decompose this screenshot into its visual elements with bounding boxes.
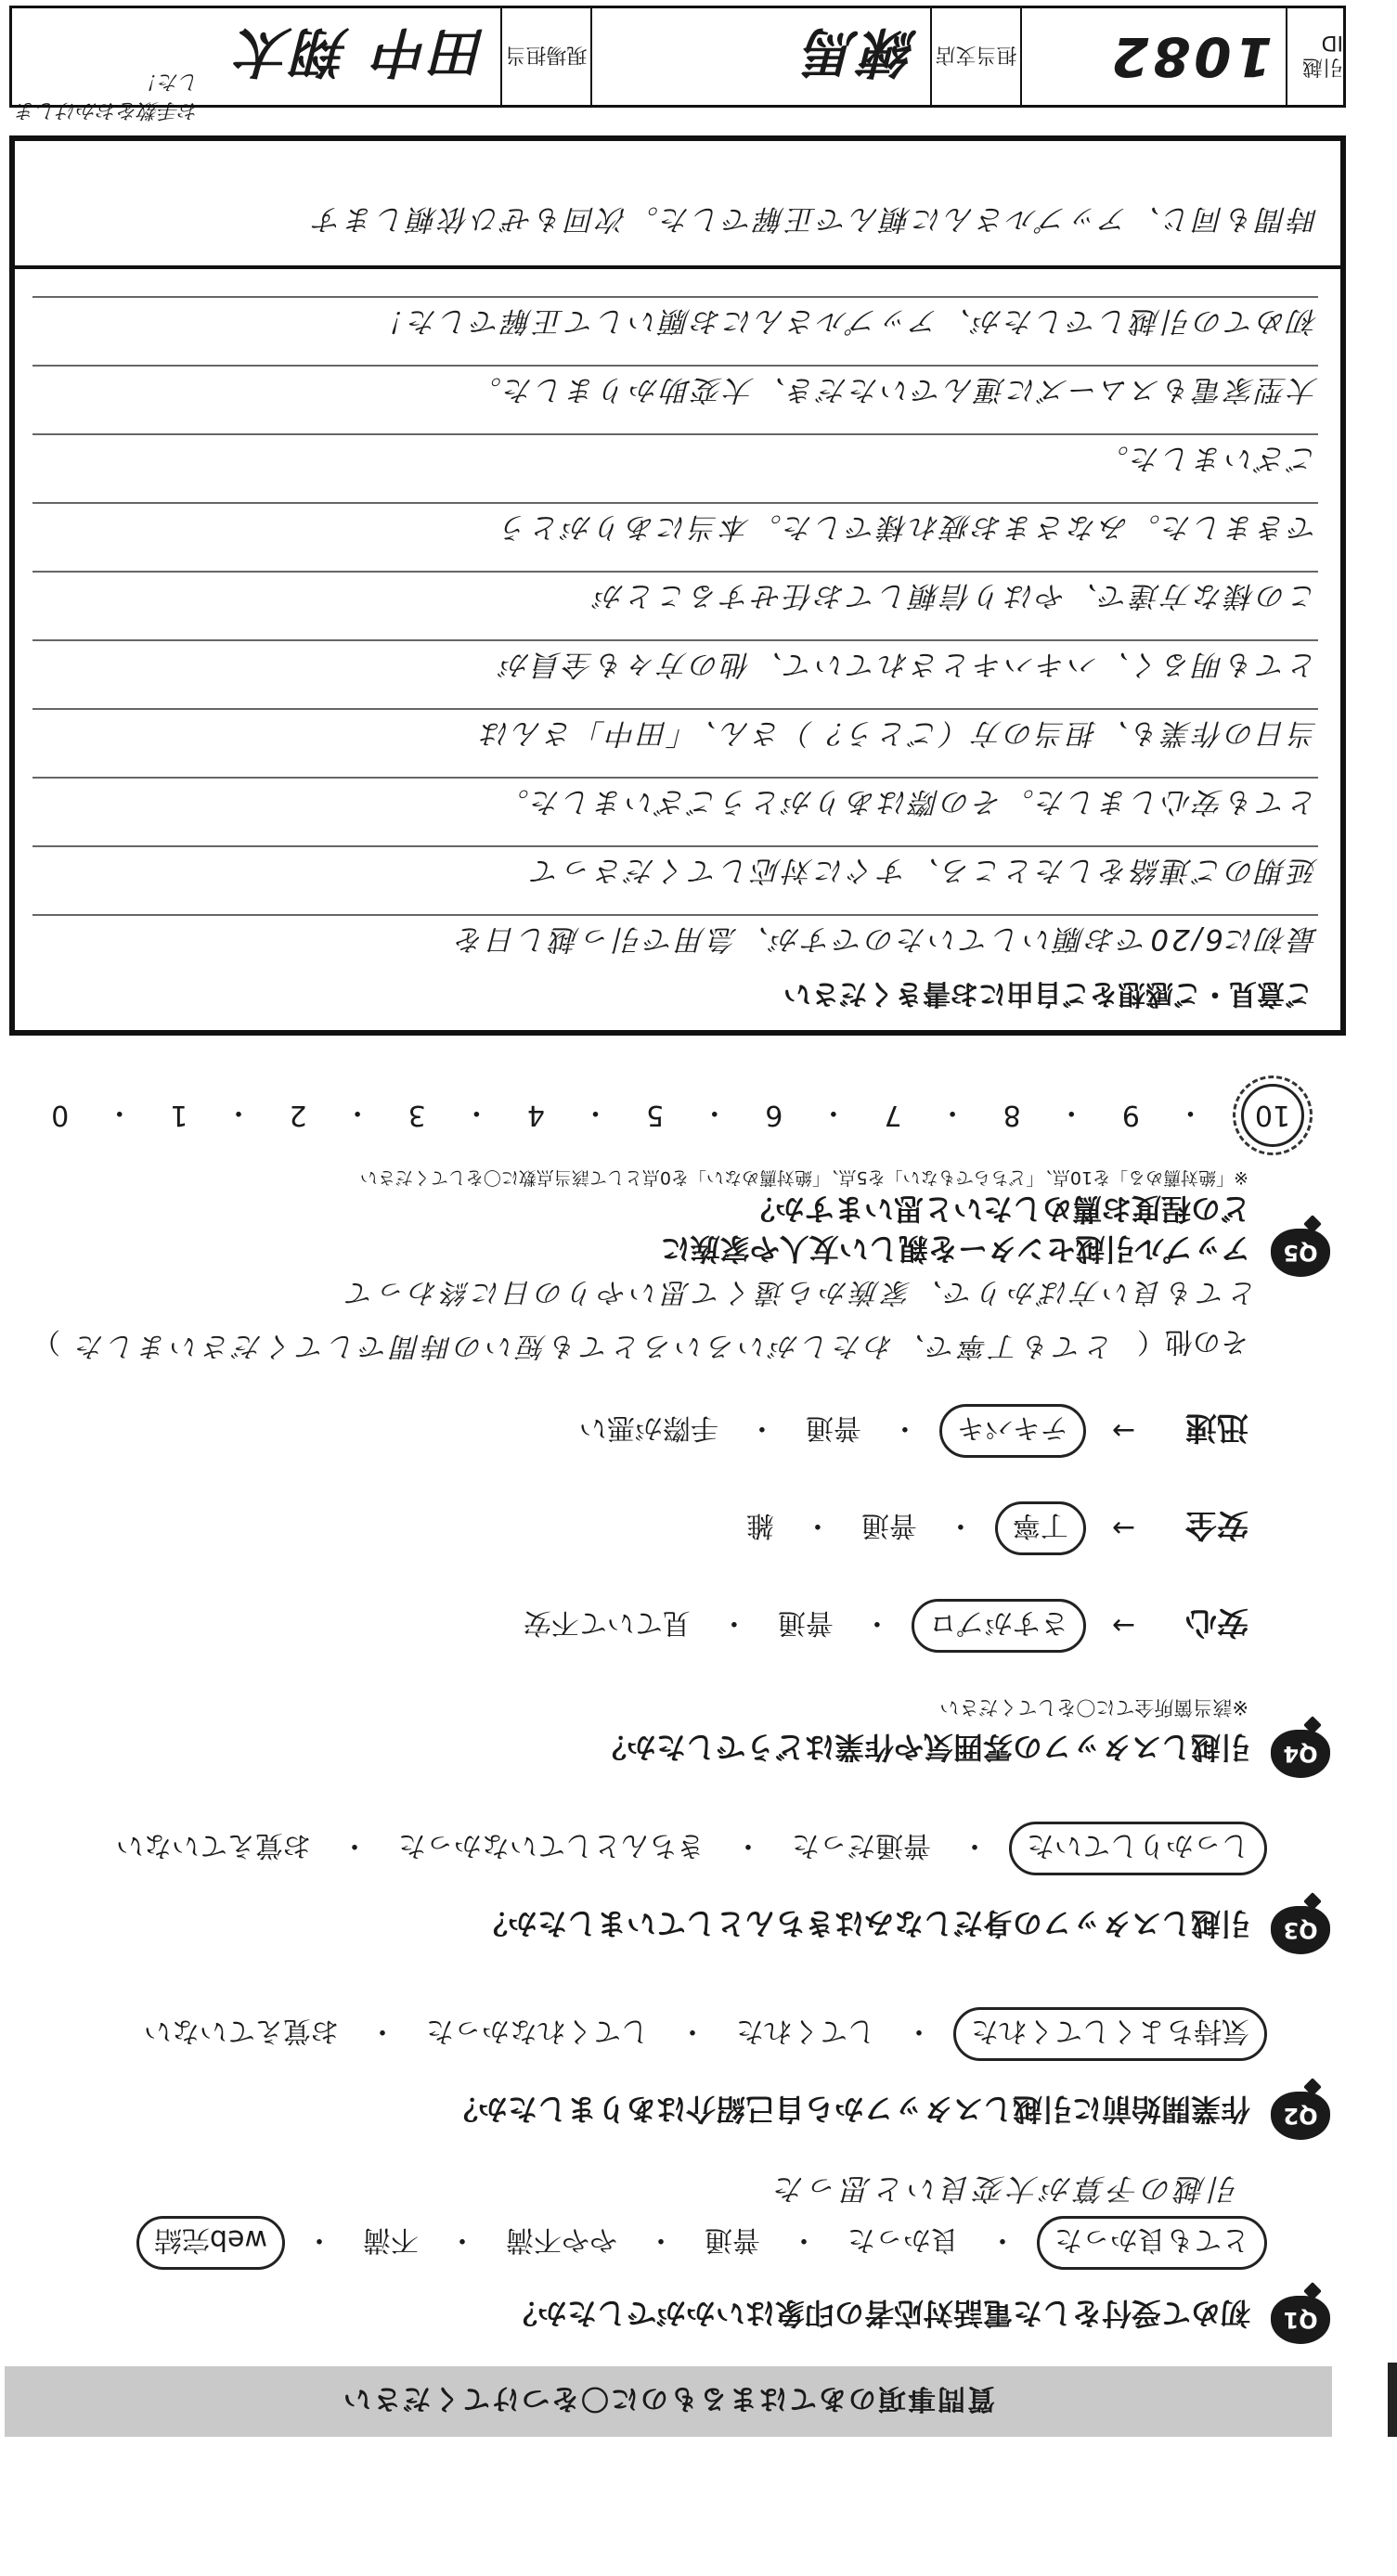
arrow-right-icon: → [1111,1512,1135,1545]
comment-line: 延期のご連絡をしたところ、すぐに対応してくださって [32,845,1318,895]
q4-safety-careful[interactable]: 丁寧 [995,1501,1086,1555]
q3-options: しっかりしていた ・ 普通だった ・ きちんとしていなかった ・ お覚えていない [107,1822,1267,1875]
q3-option-not-neat[interactable]: きちんとしていなかった [398,1829,705,1861]
q5-badge: Q5 [1271,1229,1330,1277]
instruction-banner: 質問事項のあてはまるものに〇をつけてください [5,2366,1332,2437]
q3-badge: Q3 [1271,1906,1330,1954]
q4-safety-rough[interactable]: 雑 [745,1509,774,1541]
q5-score-1[interactable]: 1 [170,1099,188,1132]
q5-score-9[interactable]: 9 [1121,1099,1140,1132]
q5-question-line-1: アップル引越センターを親しい友人や家族に [660,1231,1250,1267]
branch-label: 担当支店 [930,8,1020,105]
q4-question: 引越しスタッフの雰囲気や作業はどうでしたか？ [596,1730,1250,1765]
staff-info-table [9,6,1346,108]
comment-line: できました。みなさまお疲れ様でした。本当にありがとう [32,502,1318,551]
staff-label: 現場担当 [500,8,590,105]
q4-row-reassurance: 安心 → さすがプロ ・ 普通 ・ 見ていて不安 [514,1599,1248,1653]
q4-row-safety: 安全 → 丁寧 ・ 普通 ・ 雑 [737,1501,1248,1555]
q2-option-pleasant[interactable]: 気持ちよくしてくれた [953,2007,1267,2061]
q5-score-5[interactable]: 5 [646,1099,665,1132]
q4-reassurance-anxious[interactable]: 見ていて不安 [523,1606,691,1639]
q2-option-did[interactable]: してくれた [736,2015,875,2047]
q1-options: とても良かった ・ 良かった ・ 普通 ・ やや不満 ・ 不満 ・ web完結 [136,2216,1267,2270]
q5-score-4[interactable]: 4 [526,1099,545,1132]
q4-category-label: 安全 [1185,1506,1248,1544]
q1-option-slightly-dissatisfied[interactable]: やや不満 [506,2223,617,2256]
q1-question: 初めて受付をした電話対応者の印象はいかがでしたか？ [507,2296,1250,2331]
q4-other-handwritten-2: とても良い方ばかりで、家族から遠くて思いやりの日に終わって [343,1276,1258,1308]
q3-option-normal[interactable]: 普通だった [792,1829,931,1861]
q4-reassurance-pro[interactable]: さすがプロ [912,1599,1086,1653]
q4-speed-normal[interactable]: 普通 [805,1411,861,1444]
move-id-label: 引越ID [1286,8,1343,105]
comment-line: とても安心しました。その際はありがとうございました。 [32,777,1318,826]
comment-line: この様な方達で、やはり信頼してお任せすることが [32,571,1318,620]
q2-option-did-not[interactable]: してくれなかった [426,2015,649,2047]
comment-bottom-line: 時間も同じ、アップルさんに頼んで正解でした。次回もぜひ依頼します [311,202,1318,236]
q4-other-handwritten-1: とても丁寧で、わたしがいろいろとても短いの時間でしてくださいました [72,1330,1114,1362]
q5-score-8[interactable]: 8 [1002,1099,1021,1132]
q3-question: 引越しスタッフの身だしなみはきちんとしていましたか？ [477,1906,1250,1941]
branch-value: 練馬 [590,8,930,105]
comment-line: とても明るく、ハキハキとされていて、他の方々も全員が [32,639,1318,689]
comment-line: 大型家電もスムーズに運んでいただき、大変助かりました。 [32,365,1318,414]
q5-score-6[interactable]: 6 [765,1099,783,1132]
q5-question-line-2: どの程度お薦めしたいと思いますか？ [744,1191,1250,1227]
arrow-right-icon: → [1111,1414,1135,1448]
q4-safety-normal[interactable]: 普通 [860,1509,917,1541]
comment-line: 最初に6/20でお願いしていたのですが、急用で引っ越し日を [32,914,1318,963]
q2-option-dont-remember[interactable]: お覚えていない [144,2015,339,2047]
q5-score-3[interactable]: 3 [407,1099,426,1132]
q4-category-label: 安心 [1185,1604,1248,1642]
q1-option-good[interactable]: 良かった [847,2223,959,2256]
q2-badge: Q2 [1271,2092,1330,2140]
q1-badge: Q1 [1271,2296,1330,2344]
q2-options: 気持ちよくしてくれた ・ してくれた ・ してくれなかった ・ お覚えていない [135,2007,1267,2061]
q4-row-speed: 迅速 → テキパキ ・ 普通 ・ 手際が悪い [570,1404,1248,1458]
q2-question: 作業開始前に引越しスタッフから自己紹介はありましたか？ [447,2092,1250,2127]
q4-speed-brisk[interactable]: テキパキ [939,1404,1086,1458]
q5-score-2[interactable]: 2 [289,1099,307,1132]
q1-handwritten-note: 引越の予算が大変良いと思った [770,2171,1239,2207]
comment-line: 当日の作業も、担当の方（ごとう？）さん、「田中」さんは [32,708,1318,757]
q4-category-label: 迅速 [1185,1409,1248,1447]
q4-other-label: その他（ [1137,1325,1248,1358]
q4-other-close-paren: ） [32,1325,60,1358]
comment-line: 初めての引越しでしたが、アップルさんにお願いして正解でした！ [32,296,1318,345]
q4-badge: Q4 [1271,1730,1330,1778]
q5-score-7[interactable]: 7 [884,1099,902,1132]
staff-value: 田中 翔太 [234,20,487,84]
comments-title: ご意見・ご感想をご自由にお書きください [783,977,1313,1010]
comments-box[interactable] [9,135,1346,1036]
q5-score-10[interactable]: 10 [1241,1084,1304,1147]
q1-option-normal[interactable]: 普通 [705,2223,760,2256]
comments-divider [15,265,1340,269]
q1-option-dissatisfied[interactable]: 不満 [363,2223,419,2256]
q4-speed-clumsy[interactable]: 手際が悪い [578,1411,718,1444]
q4-note: ※該当箇所全てに〇をしてください [939,1696,1248,1719]
q3-option-dont-remember[interactable]: お覚えていない [116,1829,311,1861]
q4-reassurance-normal[interactable]: 普通 [777,1606,834,1639]
q5-note: ※「絶対薦める」を10点、「どちらでもない」を5点、「絶対薦めない」を0点として該当点数に〇をしてください [359,1167,1248,1188]
q5-score-scale: 10 ・ 9 ・ 8 ・ 7 ・ 6 ・ 5 ・ 4 ・ 3 ・ 2 ・ 1 ・ 0 [51,1084,1304,1147]
q5-score-0[interactable]: 0 [51,1099,70,1132]
q1-option-web[interactable]: web完結 [136,2216,285,2270]
arrow-right-icon: → [1111,1609,1135,1642]
move-id-value: 1082 [1020,8,1286,105]
scan-edge-mark [1388,2363,1397,2437]
q1-option-very-good[interactable]: とても良かった [1037,2216,1267,2270]
footer-handwritten-note: お手数をおかけしました！ [15,70,200,122]
comment-line: ございました。 [32,433,1318,483]
q3-option-neat[interactable]: しっかりしていた [1009,1822,1267,1875]
